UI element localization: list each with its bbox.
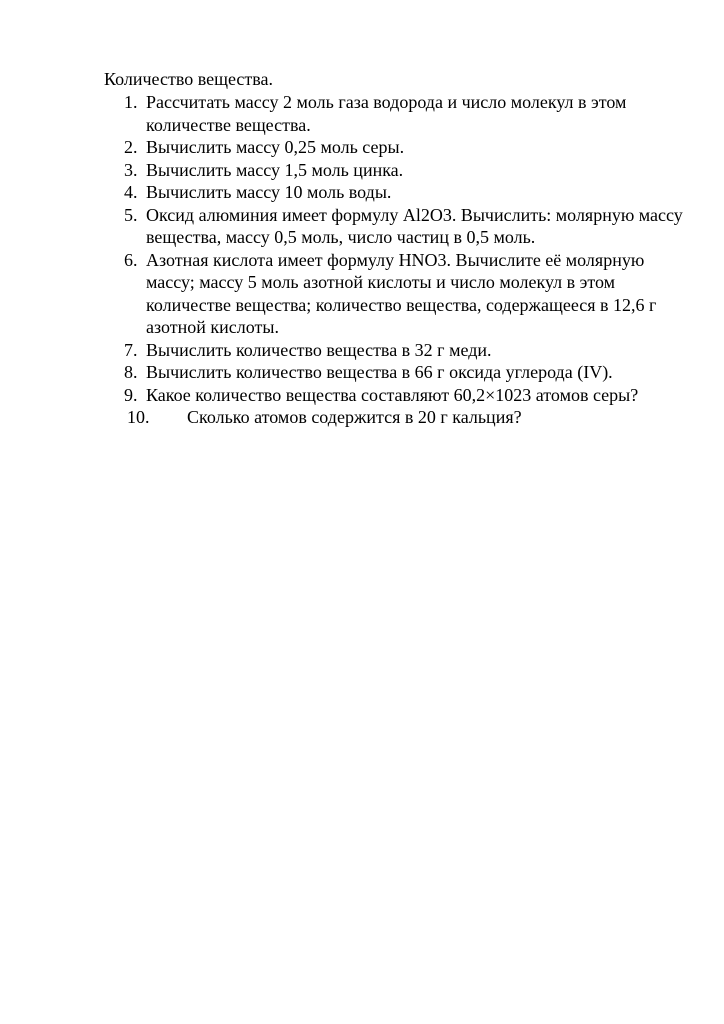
- task-text: Вычислить массу 10 моль воды.: [146, 182, 392, 202]
- task-item: [104, 339, 684, 362]
- task-text: Оксид алюминия имеет формулу Al2O3. Вычислить: молярную массу вещества, массу 0,5 моль, число частиц в 0,5 моль.: [146, 204, 683, 247]
- task-item: [104, 204, 684, 249]
- task-text: Вычислить массу 0,25 моль серы.: [146, 137, 405, 157]
- task-number: 4.: [124, 182, 138, 202]
- task-number: 10.: [127, 407, 150, 427]
- task-text: Вычислить количество вещества в 66 г оксида углерода (IV).: [146, 362, 613, 382]
- task-number: 6.: [124, 249, 138, 270]
- document-heading: Количество вещества.: [104, 69, 273, 89]
- task-number: 1.: [124, 92, 138, 112]
- task-item: [104, 361, 684, 384]
- task-number: 3.: [124, 159, 138, 180]
- task-text: Вычислить массу 1,5 моль цинка.: [146, 159, 404, 180]
- task-text: Вычислить количество вещества в 32 г меди.: [146, 339, 492, 360]
- task-item: [104, 159, 684, 182]
- task-text: Какое количество вещества составляют 60,2×1023 атомов серы?: [146, 384, 639, 405]
- task-text: Азотная кислота имеет формулу HNO3. Вычислите её молярную массу; массу 5 моль азотной кислоты и число молекул в этом количестве вещества; количество вещества, содержащееся в 12,6 г азотной кислоты.: [146, 249, 657, 337]
- task-number: 9.: [124, 384, 138, 405]
- task-item: [104, 181, 684, 204]
- task-list: [104, 91, 684, 429]
- task-text: Сколько атомов содержится в 20 г кальция?: [187, 407, 522, 427]
- task-number: 2.: [124, 137, 138, 157]
- task-item: [104, 406, 684, 429]
- task-item: [104, 249, 684, 339]
- task-number: 5.: [124, 204, 138, 225]
- task-item: [104, 384, 684, 407]
- task-item: [104, 91, 684, 136]
- task-number: 8.: [124, 362, 138, 382]
- task-number: 7.: [124, 339, 138, 360]
- task-text: Рассчитать массу 2 моль газа водорода и число молекул в этом количестве вещества.: [146, 92, 627, 135]
- task-item: [104, 136, 684, 159]
